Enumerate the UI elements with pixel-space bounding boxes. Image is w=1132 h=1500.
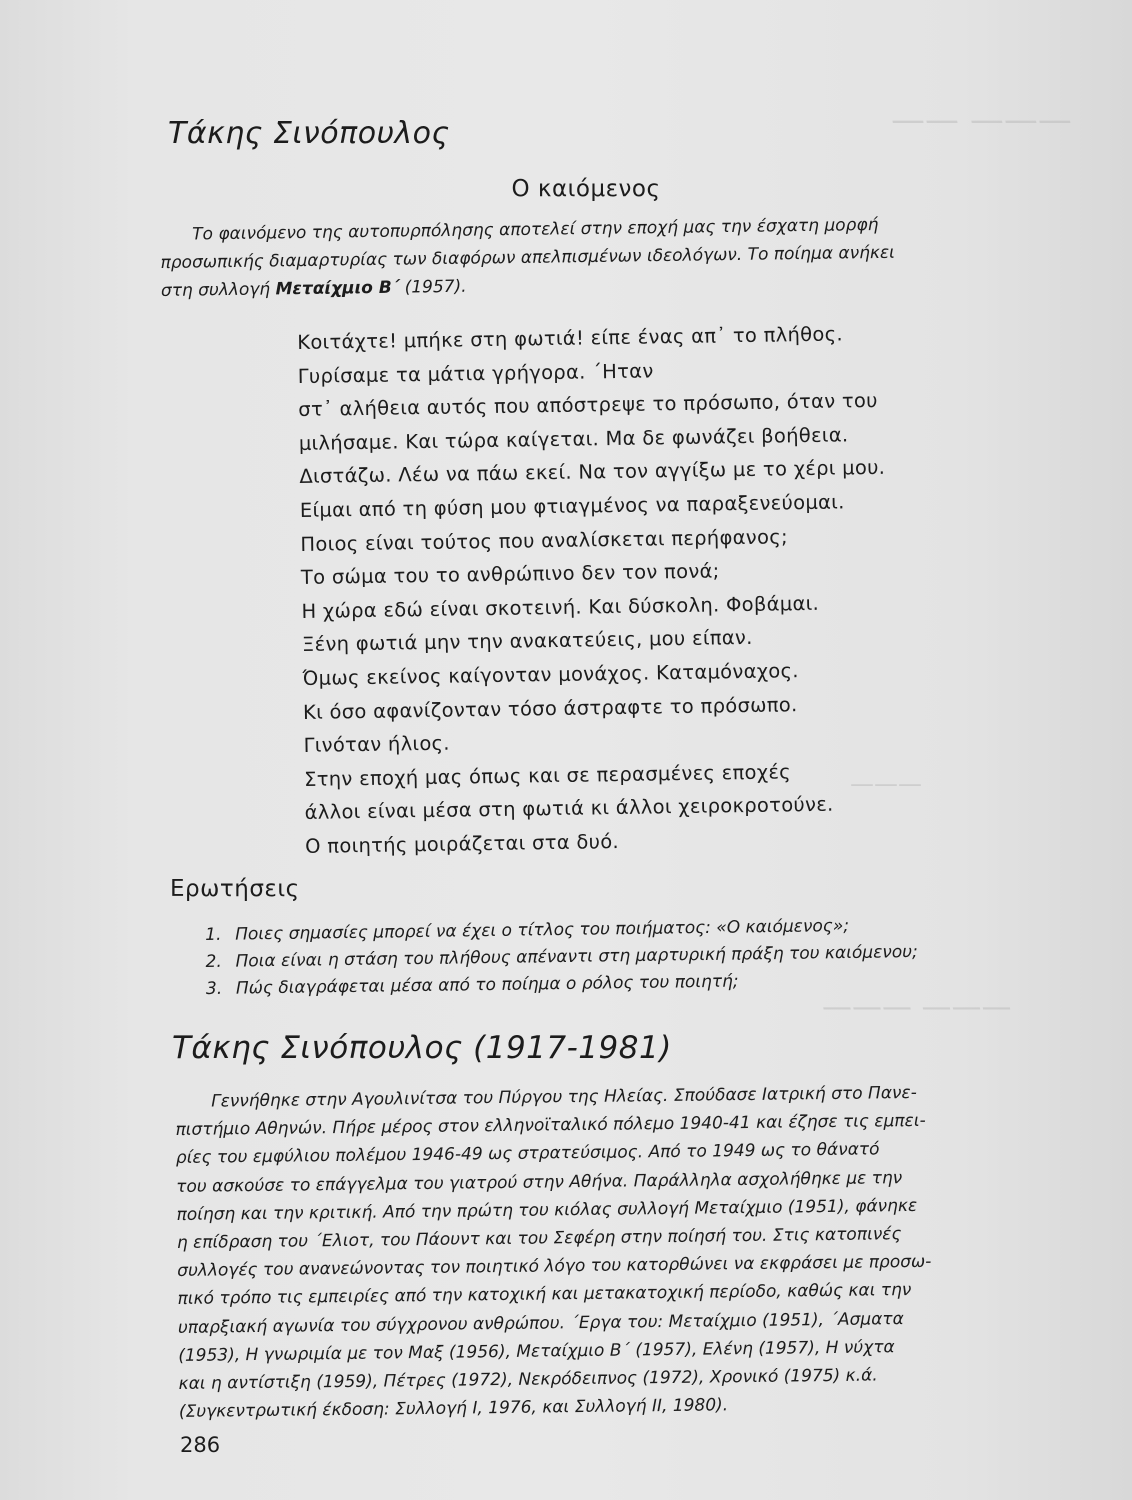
poem-line: Η χώρα εδώ είναι σκοτεινή. Και δύσκολη. Φοβάμαι. — [301, 591, 820, 623]
bio-line: ρίες του εμφύλιου πολέμου 1946-49 ως στρατεύσιμος. Από το 1949 ως το θάνατό — [175, 1139, 880, 1169]
poem-line: άλλοι είναι μέσα στη φωτιά κι άλλοι χειροκροτούνε. — [304, 792, 834, 825]
question-number: 3. — [205, 978, 223, 999]
bio-line: του ασκούσε το επάγγελμα του γιατρού στην Αθήνα. Παράλληλα ασχολήθηκε με την — [176, 1167, 903, 1197]
bio-line: πικό τρόπο τις εμπειρίες από την κατοχική και μετακατοχική περίοδο, καθώς και την — [177, 1280, 912, 1310]
bio-line: (1953), Η γνωριμία με τον Μαξ (1956), Μεταίχμιο Β΄ (1957), Ελένη (1957), Η νύχτα — [178, 1337, 895, 1366]
poem-introduction — [160, 209, 1023, 305]
bleed-through-heading-2: ——— ——— — [822, 990, 1012, 1025]
bio-line: ποίηση και την κριτική. Από την πρώτη του κιόλας συλλογή Μεταίχμιο (1951), φάνηκε — [176, 1195, 918, 1225]
author-heading: Τάκης Σινόπουλος — [168, 116, 450, 151]
page-number: 286 — [180, 1433, 221, 1457]
question-text: Πώς διαγράφεται μέσα από το ποίημα ο ρόλος του ποιητή; — [235, 971, 739, 999]
bio-line: συλλογές του ανανεώνοντας τον ποιητικό λόγο του κατορθώνει να εκφράσει με προσω- — [177, 1251, 932, 1282]
poem-line: μιλήσαμε. Και τώρα καίγεται. Μα δε φωνάζει βοήθεια. — [298, 423, 849, 455]
poem-line: στ᾽ αλήθεια αυτός που απόστρεψε το πρόσωπο, όταν του — [298, 389, 878, 422]
collection-name: Μεταίχμιο Β΄ — [275, 277, 400, 300]
bio-line: (Συγκεντρωτική έκδοση: Συλλογή Ι, 1976, και Συλλογή ΙΙ, 1980). — [178, 1395, 729, 1423]
poem-line: Ποιος είναι τούτος που αναλίσκεται περήφανος; — [300, 524, 789, 556]
poem-line: Το σώμα του το ανθρώπινο δεν τον πονά; — [300, 559, 720, 590]
questions-list — [205, 912, 918, 1003]
biography-heading: Τάκης Σινόπουλος (1917-1981) — [172, 1030, 672, 1066]
bleed-through-subheading: ——— — [850, 770, 922, 798]
intro-line: Το φαινόμενο της αυτοπυρπόλησης αποτελεί στην εποχή μας την έσχατη μορφή — [192, 214, 879, 245]
question-text: Ποιες σημασίες μπορεί να έχει ο τίτλος του ποιήματος: «Ο καιόμενος»; — [235, 916, 850, 945]
bio-line: Γεννήθηκε στην Αγουλινίτσα του Πύργου της Ηλείας. Σπούδασε Ιατρική στο Πανε- — [211, 1082, 917, 1112]
intro-line-suffix: (1957). — [399, 276, 467, 298]
bio-line: και η αντίστιξη (1959), Πέτρες (1972), Νεκρόδειπνος (1972), Χρονικό (1975) κ.ά. — [178, 1365, 878, 1395]
bio-line: η επίδραση του ΄Ελιοτ, του Πάουντ και του Σεφέρη στην ποίησή του. Στις κατοπινές — [176, 1224, 902, 1254]
poem-line: Ξένη φωτιά μην την ανακατεύεις, μου είπαν. — [301, 626, 753, 657]
questions-heading: Ερωτήσεις — [170, 876, 300, 902]
biography-text — [175, 1077, 1044, 1426]
poem-line: Γυρίσαμε τα μάτια γρήγορα. ΄Ηταν — [297, 359, 654, 388]
poem-line: Όμως εκείνος καίγονταν μονάχος. Καταμόναχος. — [302, 659, 799, 690]
poem-body — [297, 315, 1025, 864]
intro-line-prefix: στη συλλογή — [160, 279, 276, 301]
bio-line: υπαρξιακή αγωνία του σύγχρονου ανθρώπου. ΄Εργα του: Μεταίχμιο (1951), ΄Ασματα — [177, 1308, 904, 1338]
poem-line: Είμαι από τη φύση μου φτιαγμένος να παραξενεύομαι. — [299, 490, 845, 522]
poem-title: Ο καιόμενος — [511, 176, 661, 202]
poem-line: Γινόταν ήλιος. — [303, 731, 451, 758]
question-number: 1. — [205, 924, 222, 945]
poem-line: Ο ποιητής μοιράζεται στα δυό. — [304, 829, 620, 858]
poem-line: Διστάζω. Λέω να πάω εκεί. Να τον αγγίξω με το χέρι μου. — [299, 456, 886, 489]
question-text: Ποια είναι η στάση του πλήθους απέναντι στη μαρτυρική πράξη του καιόμενου; — [235, 942, 918, 972]
question-number: 2. — [205, 951, 222, 972]
bio-line: πιστήμιο Αθηνών. Πήρε μέρος στον ελληνοϊταλικό πόλεμο 1940-41 και έζησε τις εμπει- — [175, 1111, 926, 1141]
poem-line: Κι όσο αφανίζονταν τόσο άστραφτε το πρόσωπο. — [302, 692, 798, 724]
bleed-through-heading: ——— —— — [891, 100, 1072, 140]
poem-line: Στην εποχή μας όπως και σε περασμένες εποχές — [303, 760, 792, 791]
intro-line: προσωπικής διαμαρτυρίας των διαφόρων απελπισμένων ιδεολόγων. Το ποίημα ανήκει — [160, 242, 896, 273]
poem-line: Κοιτάχτε! μπήκε στη φωτιά! είπε ένας απ᾽ το πλήθος. — [297, 322, 844, 354]
